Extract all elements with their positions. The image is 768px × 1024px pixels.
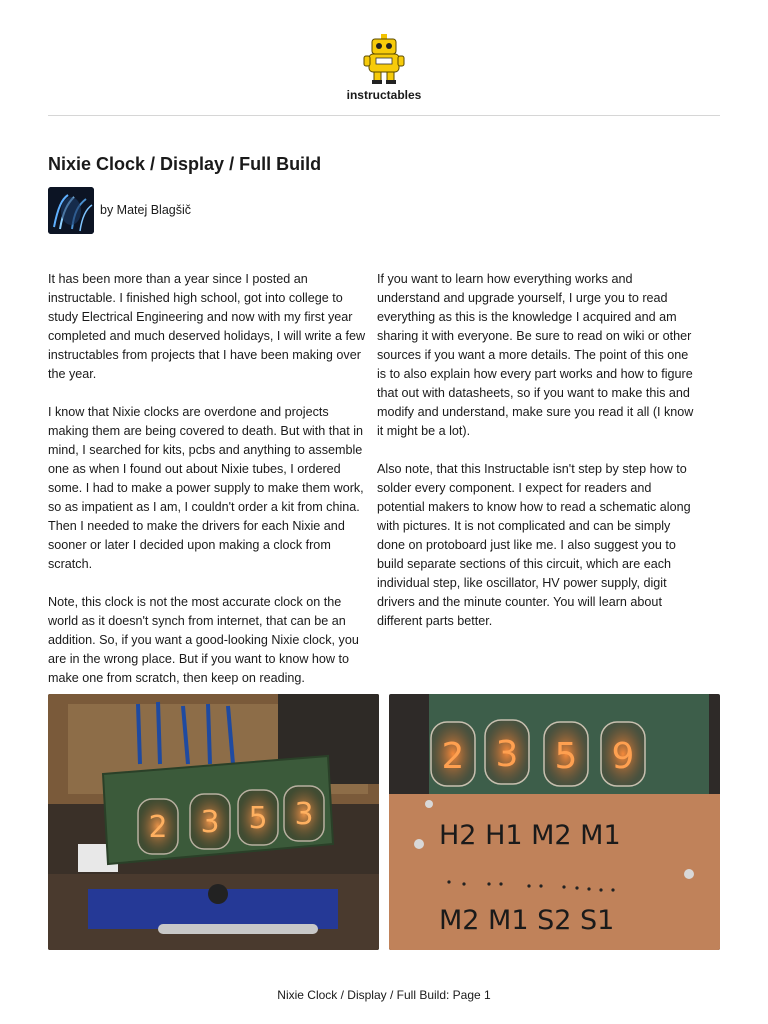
nixie-digit: 3 bbox=[200, 805, 220, 840]
page-footer: Nixie Clock / Display / Full Build: Page 1 bbox=[277, 988, 491, 1002]
article-body-right-column bbox=[377, 270, 695, 650]
nixie-clock-workbench-photo[interactable] bbox=[48, 694, 379, 950]
nixie-digit: 9 bbox=[611, 736, 635, 777]
page-header bbox=[0, 0, 768, 116]
nixie-digit: 5 bbox=[248, 801, 268, 836]
nixie-digit: 5 bbox=[554, 736, 578, 777]
article-title: Nixie Clock / Display / Full Build bbox=[48, 154, 322, 174]
nixie-digit: 2 bbox=[441, 736, 465, 777]
body-paragraph: Also note, that this Instructable isn't step by step how to solder every component. I expect for readers and potential makers to know how to read a schematic along with pictures. It is not complicated and can be simply done on protoboard just like me. I also suggest you to build separate sections of this circuit, which are each individual step, like oscillator, HV power supply, digit drivers and the minute counter. You will learn about different parts better. bbox=[377, 462, 691, 628]
board-label-row: H2 H1 M2 M1 bbox=[439, 820, 621, 851]
body-paragraph: If you want to learn how everything works and understand and upgrade yourself, I urge you to read everything as this is the knowledge I acquired and am sharing it with everyone. Be sure to read on wiki or other sources if you want a more details. The point of this one is to also explain how every part works and how to figure that out with datasheets, so if you want to make this and modify and understand, make sure you read it all (I know it might be a lot). bbox=[377, 272, 694, 438]
nixie-digit: 3 bbox=[495, 734, 519, 775]
nixie-board-labels-photo[interactable] bbox=[389, 694, 720, 950]
brand-name[interactable]: instructables bbox=[346, 88, 422, 102]
instructables-robot-logo[interactable] bbox=[362, 32, 406, 86]
article-body-left-column bbox=[48, 270, 366, 707]
body-paragraph: It has been more than a year since I posted an instructable. I finished high school, got into college to study Electrical Engineering and now with my first year completed and much deserved holidays, I will write a few instructables from projects that I have been making over the year. bbox=[48, 272, 366, 381]
nixie-digit: 3 bbox=[294, 797, 314, 832]
header-divider bbox=[48, 115, 720, 116]
body-paragraph: Note, this clock is not the most accurate clock on the world as it doesn't synch from internet, that can be an addition. So, if you want a good-looking Nixie clock, you are in the wrong place. But if you want to know how to make one from scratch, then keep on reading. bbox=[48, 595, 359, 685]
nixie-digit: 2 bbox=[148, 810, 168, 845]
author-byline[interactable]: by Matej Blagšič bbox=[100, 203, 192, 217]
board-label-row: M2 M1 S2 S1 bbox=[439, 905, 615, 936]
body-paragraph: I know that Nixie clocks are overdone and projects making them are being covered to death. But with that in mind, I searched for kits, pcbs and anything to assemble one as when I found out about Nixie tubes, I ordered some. I had to make a power supply to make them work, so as impatient as I am, I couldn't order a kit from china. Then I needed to make the drivers for each Nixie and sooner or later I decided upon making a clock from scratch. bbox=[48, 405, 364, 571]
author-avatar[interactable] bbox=[48, 187, 94, 234]
